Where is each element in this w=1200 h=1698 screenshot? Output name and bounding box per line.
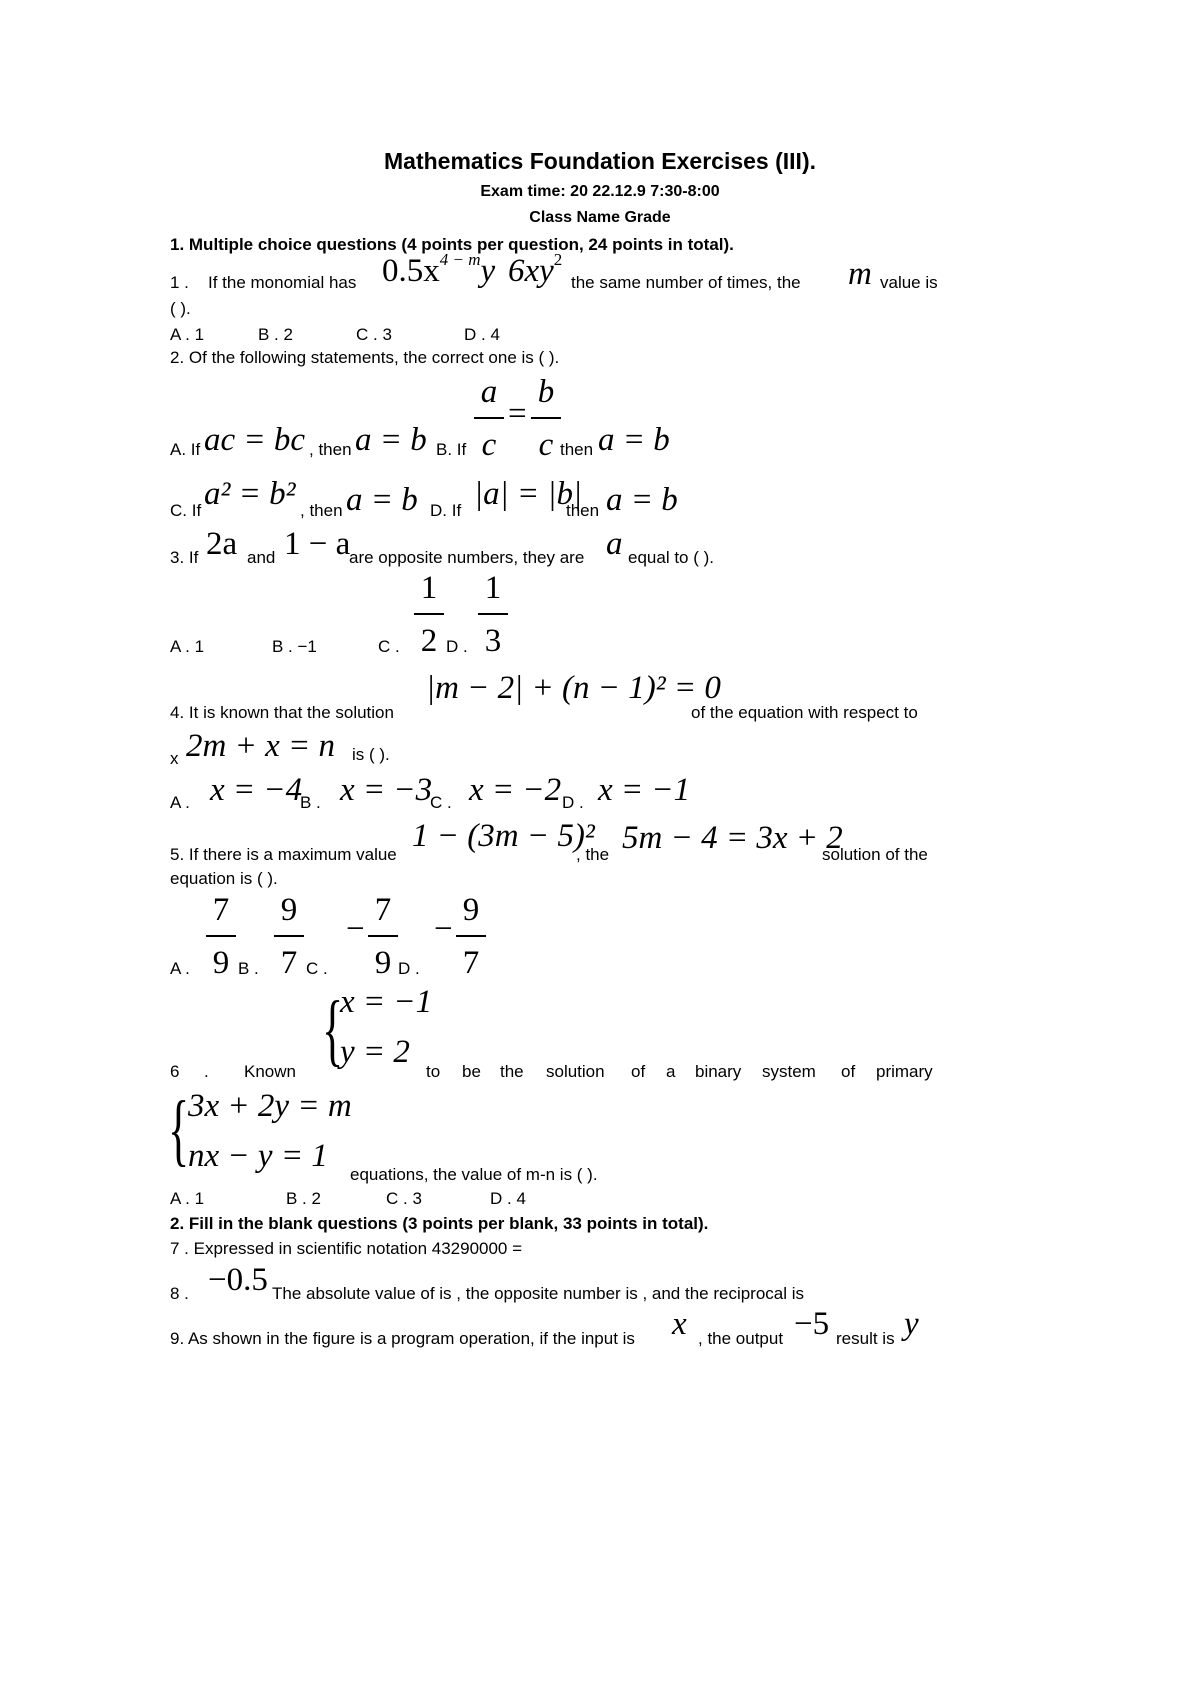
q4-is: is ( ).: [352, 745, 390, 764]
q2-d-math: |a| = |b|: [474, 476, 583, 512]
q5-a-fraction: 7 9: [206, 894, 236, 980]
q5-d-minus: −: [434, 911, 453, 947]
q5-expression: 1 − (3m − 5)²: [412, 818, 595, 854]
q5-c-minus: −: [346, 911, 365, 947]
q4-condition: |m − 2| + (n − 1)² = 0: [426, 670, 721, 706]
q6-system-1-line-2: y = 2: [340, 1034, 410, 1070]
q6-word: binary: [695, 1062, 742, 1081]
section2-heading: 2. Fill in the blank questions (3 points per blank, 33 points in total).: [170, 1214, 709, 1233]
q3-d-fraction: 1 3: [478, 572, 508, 658]
q2-d-result: a = b: [606, 482, 678, 518]
q2-c-label: C. If: [170, 501, 202, 520]
q3-math-2a: 2a: [206, 526, 238, 562]
q3-math-a: a: [606, 526, 623, 562]
q1-option-a: A . 1: [170, 325, 205, 344]
q3-and: and: [247, 548, 276, 567]
q4-x: x: [170, 749, 179, 768]
q5-option-a: A .: [170, 959, 190, 978]
q8-math: −0.5: [208, 1262, 268, 1298]
q6-option-c: C . 3: [386, 1189, 422, 1208]
q2-b-then: then: [560, 440, 594, 459]
q3-c-fraction: 1 2: [414, 572, 444, 658]
q6-option-a: A . 1: [170, 1189, 205, 1208]
q6-word: primary: [876, 1062, 933, 1081]
q2-a-result: a = b: [355, 422, 427, 458]
q2-b-fraction-1: a c: [474, 376, 504, 462]
q2-a-then: , then: [309, 440, 352, 459]
q5-c-fraction: 7 9: [368, 894, 398, 980]
q6-number: 6: [170, 1062, 180, 1081]
q4-option-b-math: x = −3: [340, 772, 433, 808]
q9-text-1: 9. As shown in the figure is a program operation, if the input is: [170, 1329, 635, 1348]
q2-c-result: a = b: [346, 482, 418, 518]
q5-equation: 5m − 4 = 3x + 2: [622, 820, 843, 856]
q1-option-c: C . 3: [356, 325, 392, 344]
q6-system-2-line-2: nx − y = 1: [188, 1138, 328, 1174]
q4-option-c: C .: [430, 793, 452, 812]
q8-number: 8 .: [170, 1284, 189, 1303]
q4-option-d-math: x = −1: [598, 772, 691, 808]
q6-word: system: [762, 1062, 816, 1081]
q5-text-3: solution of the: [822, 845, 928, 864]
class-line: Class Name Grade: [529, 209, 671, 226]
q6-system-2-line-1: 3x + 2y = m: [188, 1088, 352, 1124]
q6-option-d: D . 4: [490, 1189, 526, 1208]
page-title: Mathematics Foundation Exercises (III).: [384, 148, 816, 174]
q2-a-math: ac = bc: [204, 422, 306, 458]
q1-monomial-2: $6xy^2$: [508, 250, 563, 289]
q2-a-label: A. If: [170, 440, 201, 459]
exam-time: Exam time: 20 22.12.9 7:30-8:00: [480, 183, 720, 200]
q2-b-equals: =: [508, 396, 527, 432]
q5-option-d: D .: [398, 959, 420, 978]
q9-result-y: y: [904, 1306, 919, 1342]
q3-option-b: B . −1: [272, 637, 317, 656]
q4-option-d: D .: [562, 793, 584, 812]
q4-option-c-math: x = −2: [469, 772, 562, 808]
q2-d-label: D. If: [430, 501, 462, 520]
q3-option-c: C .: [378, 637, 400, 656]
q6-brace-1: {: [322, 986, 344, 1074]
q5-text-2: , the: [576, 845, 610, 864]
q9-input-x: x: [672, 1306, 687, 1342]
q2-c-then: , then: [300, 501, 343, 520]
q3-option-d: D .: [446, 637, 468, 656]
q6-brace-2: {: [168, 1086, 190, 1174]
q6-text: equations, the value of m-n is ( ).: [350, 1165, 598, 1184]
q2-stem: 2. Of the following statements, the correct one is ( ).: [170, 348, 560, 367]
q6-word: of: [631, 1062, 646, 1081]
question-7: 7 . Expressed in scientific notation 43290000 =: [170, 1239, 523, 1258]
q4-text-2: of the equation with respect to: [691, 703, 918, 722]
q1-option-b: B . 2: [258, 325, 293, 344]
q3-end: equal to ( ).: [628, 548, 714, 567]
q9-text-2: , the output: [698, 1329, 784, 1348]
q6-system-1-line-1: x = −1: [340, 984, 433, 1020]
q1-number: 1 .: [170, 273, 189, 292]
q5-option-b: B .: [238, 959, 259, 978]
q6-word: to: [426, 1062, 441, 1081]
q1-text-b: the same number of times, the: [571, 273, 801, 292]
q5-option-c: C .: [306, 959, 328, 978]
q2-b-fraction-2: b c: [531, 376, 561, 462]
q2-b-label: B. If: [436, 440, 467, 459]
q9-output: −5: [794, 1306, 830, 1342]
q1-variable-m: m: [848, 256, 872, 292]
q4-equation: 2m + x = n: [186, 728, 336, 764]
q9-text-3: result is: [836, 1329, 895, 1348]
q1-text-c: value is: [880, 273, 938, 292]
q5-b-fraction: 9 7: [274, 894, 304, 980]
q6-word: be: [462, 1062, 481, 1081]
q5-d-fraction: 9 7: [456, 894, 486, 980]
q4-text-1: 4. It is known that the solution: [170, 703, 394, 722]
q3-label: 3. If: [170, 548, 199, 567]
q4-option-b: B .: [300, 793, 321, 812]
q1-monomial-1: $0.5x^{4 - m}y$: [382, 250, 496, 289]
q1-paren: ( ).: [170, 299, 191, 318]
q2-d-then: then: [566, 501, 600, 520]
q3-option-a: A . 1: [170, 637, 205, 656]
q3-text: are opposite numbers, they are: [349, 548, 585, 567]
q6-word: the: [500, 1062, 524, 1081]
q8-text: The absolute value of is , the opposite number is , and the reciprocal is: [272, 1284, 805, 1303]
q6-option-b: B . 2: [286, 1189, 321, 1208]
q6-known: Known: [244, 1062, 296, 1081]
q6-dot: .: [204, 1062, 209, 1081]
q6-word: a: [666, 1062, 676, 1081]
q2-b-result: a = b: [598, 422, 670, 458]
section1-heading: 1. Multiple choice questions (4 points per question, 24 points in total).: [170, 235, 734, 254]
q4-option-a: A .: [170, 793, 190, 812]
q2-c-math: a² = b²: [204, 476, 296, 512]
q5-text-4: equation is ( ).: [170, 869, 278, 888]
q3-math-1-a: 1 − a: [284, 526, 351, 562]
q4-option-a-math: x = −4: [210, 772, 303, 808]
q6-word: solution: [546, 1062, 605, 1081]
q1-option-d: D . 4: [464, 325, 500, 344]
q1-text-a: If the monomial has: [208, 273, 357, 292]
q6-word: of: [841, 1062, 856, 1081]
q5-text-1: 5. If there is a maximum value: [170, 845, 397, 864]
